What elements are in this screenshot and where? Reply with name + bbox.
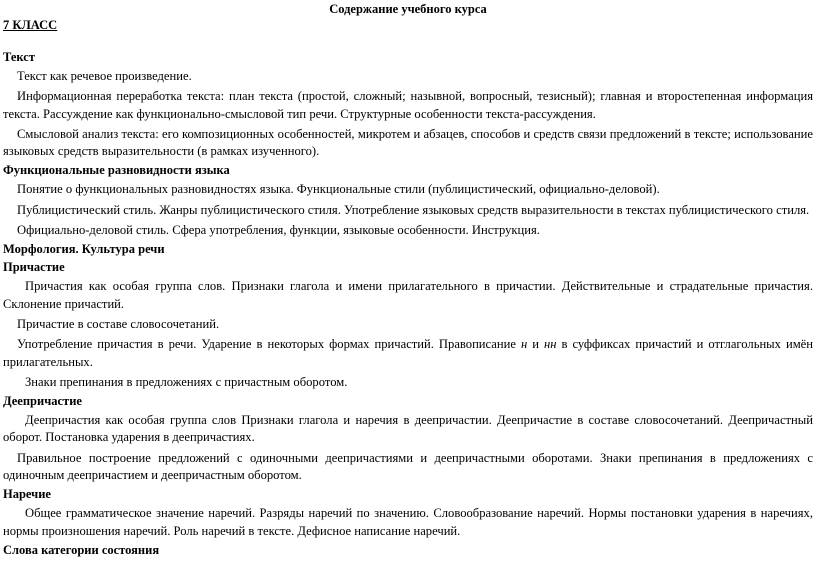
paragraph-functional-1: Понятие о функциональных разновидностях языка. Функциональные стили (публицистический, официально-деловой). (17, 182, 660, 197)
paragraph-functional-3: Официально-деловой стиль. Сфера употребления, функции, языковые особенности. Инструкция. (17, 223, 540, 238)
paragraph-gerund-1: Деепричастия как особая группа слов Признаки глагола и наречия в деепричастии. Деепричастие в составе словосочетаний. Деепричастный оборот. Постановка ударения в деепричастиях. (3, 413, 813, 445)
section-heading-functional: Функциональные разновидности языка (3, 163, 230, 178)
participle-3-n: н (520, 337, 528, 352)
section-heading-morphology: Морфология. Культура речи (3, 242, 165, 257)
paragraph-gerund-2: Правильное построение предложений с одиночными деепричастиями и деепричастными оборотами. Знаки препинания в предложениях с одиночным деепричастием и деепричастным оборотом. (3, 450, 813, 483)
section-heading-participle: Причастие (3, 260, 65, 275)
section-heading-adverb: Наречие (3, 487, 51, 502)
section-heading-gerund: Деепричастие (3, 394, 82, 409)
grade-label: 7 КЛАСС (3, 18, 58, 32)
section-heading-state: Слова категории состояния (3, 542, 160, 557)
participle-3-nn: нн (544, 337, 557, 352)
paragraph-participle-2: Причастие в составе словосочетаний. (17, 316, 220, 331)
paragraph-participle-4: Знаки препинания в предложениях с причастным оборотом. (25, 374, 348, 389)
participle-3-and: и (527, 337, 545, 352)
section-heading-text: Текст (3, 50, 35, 64)
document-title: Содержание учебного курса (329, 2, 487, 16)
paragraph-participle-1: Причастия как особая группа слов. Признаки глагола и имени прилагательного в причастии. Действительные и страдательные причастия. Склонение причастий. (3, 279, 813, 311)
paragraph-text-1: Текст как речевое произведение. (17, 69, 192, 83)
paragraph-functional-2: Публицистический стиль. Жанры публицистического стиля. Употребление языковых средств выразительности в текстах публицистического стиля. (17, 202, 810, 217)
paragraph-text-3: Смысловой анализ текста: его композиционных особенностей, микротем и абзацев, способов и средств связи предложений в тексте; использование языковых средств выразительности (в рамках изученного). (3, 126, 813, 159)
paragraph-participle-3 (3, 336, 813, 371)
paragraph-text-2: Информационная переработка текста: план текста (простой, сложный; назывной, вопросный, тезисный); главная и второстепенная информация текста. Рассуждение как функционально-смысловой тип речи. Структурные особенности текста-рассуждения. (3, 89, 813, 121)
participle-3-start: Употребление причастия в речи. Ударение в некоторых формах причастий. Правописание (17, 337, 521, 352)
participle-3-end: в суффиксах причастий и отглагольных имён прилагательных. (3, 337, 813, 369)
paragraph-adverb-1: Общее грамматическое значение наречий. Разряды наречий по значению. Словообразование наречий. Нормы постановки ударения в наречиях, нормы произношения наречий. Роль наречий в тексте. Дефисное написание наречий. (3, 506, 813, 538)
